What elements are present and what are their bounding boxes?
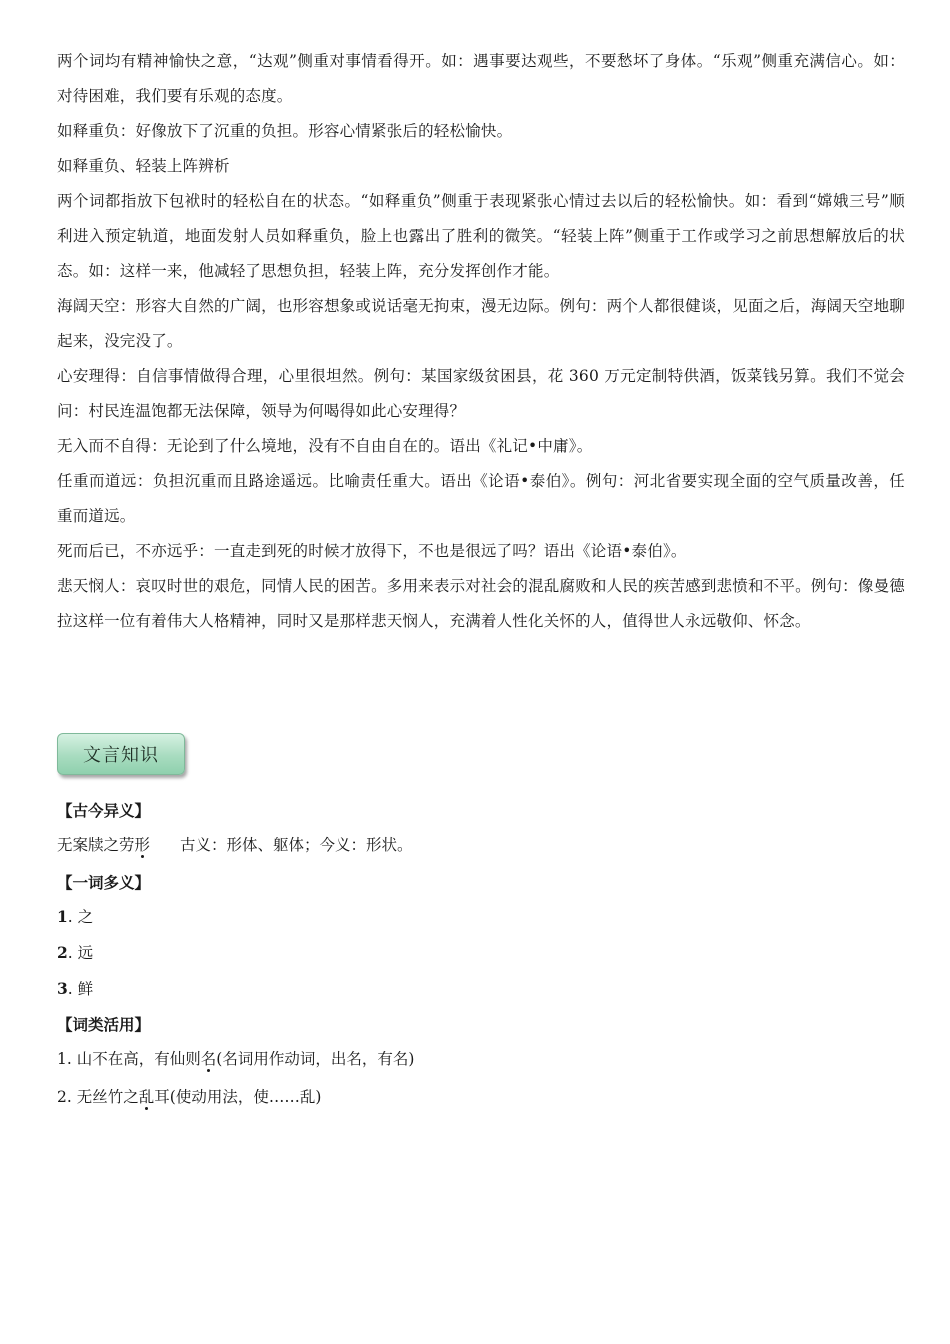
paragraph: 如释重负、轻装上阵辨析 bbox=[57, 157, 230, 175]
idiom-notes bbox=[57, 44, 905, 639]
paragraph: 心安理得：自信事情做得合理，心里很坦然。例句：某国家级贫困县，花 360 万元定制特供酒，饭菜钱另算。我们不觉会问：村民连温饱都无法保障，领导为何喝得如此心安理得？ bbox=[57, 367, 905, 420]
section-label-wenyan: 文言知识 bbox=[57, 733, 185, 775]
paragraph: 两个词都指放下包袱时的轻松自在的状态。“如释重负”侧重于表现紧张心情过去以后的轻松愉快。如：看到“嫦娥三号”顺利进入预定轨道，地面发射人员如释重负，脸上也露出了胜利的微笑。“轻装上阵”侧重于工作或学习之前思想解放后的状态。如：这样一来，他减轻了思想负担，轻装上阵，充分发挥创作才能。 bbox=[57, 192, 905, 280]
heading-gujin: 【古今异义】 bbox=[57, 802, 151, 820]
list-item: 1. 山不在高，有仙则名(名词用作动词，出名，有名) bbox=[57, 1050, 415, 1068]
paragraph: 两个词均有精神愉快之意，“达观”侧重对事情看得开。如：遇事要达观些，不要愁坏了身体。“乐观”侧重充满信心。如：对待困难，我们要有乐观的态度。 bbox=[57, 52, 905, 105]
gujin-phrase: 无案牍之劳 bbox=[57, 836, 135, 854]
paragraph: 死而后已，不亦远乎：一直走到死的时候才放得下，不也是很远了吗？语出《论语•泰伯》。 bbox=[57, 542, 687, 560]
classical-knowledge bbox=[57, 794, 905, 1114]
list-item: 1. 之 bbox=[57, 907, 94, 926]
emphasized-char: 形 bbox=[134, 836, 151, 854]
paragraph: 海阔天空：形容大自然的广阔，也形容想象或说话毫无拘束，漫无边际。例句：两个人都很健谈，见面之后，海阔天空地聊起来，没完没了。 bbox=[57, 297, 905, 350]
paragraph: 悲天悯人：哀叹时世的艰危，同情人民的困苦。多用来表示对社会的混乱腐败和人民的疾苦感到悲愤和不平。例句：像曼德拉这样一位有着伟大人格精神，同时又是那样悲天悯人，充满着人性化关怀的人，值得世人永远敬仰、怀念。 bbox=[57, 577, 905, 630]
gujin-explain: 古义：形体、躯体；今义：形状。 bbox=[180, 836, 413, 854]
paragraph: 如释重负：好像放下了沉重的负担。形容心情紧张后的轻松愉快。 bbox=[57, 122, 513, 140]
list-item: 2. 无丝竹之乱耳(使动用法，使……乱) bbox=[57, 1088, 322, 1106]
heading-cilei: 【词类活用】 bbox=[57, 1016, 151, 1034]
emphasized-char: 乱 bbox=[138, 1088, 155, 1106]
paragraph: 任重而道远：负担沉重而且路途遥远。比喻责任重大。语出《论语•泰伯》。例句：河北省要实现全面的空气质量改善，任重而道远。 bbox=[57, 472, 905, 525]
paragraph: 无入而不自得：无论到了什么境地，没有不自由自在的。语出《礼记•中庸》。 bbox=[57, 437, 593, 455]
heading-yici: 【一词多义】 bbox=[57, 874, 151, 892]
list-item: 2. 远 bbox=[57, 943, 94, 962]
gujin-line bbox=[57, 828, 905, 862]
emphasized-char: 名 bbox=[200, 1050, 217, 1068]
list-item: 3. 鲜 bbox=[57, 979, 94, 998]
